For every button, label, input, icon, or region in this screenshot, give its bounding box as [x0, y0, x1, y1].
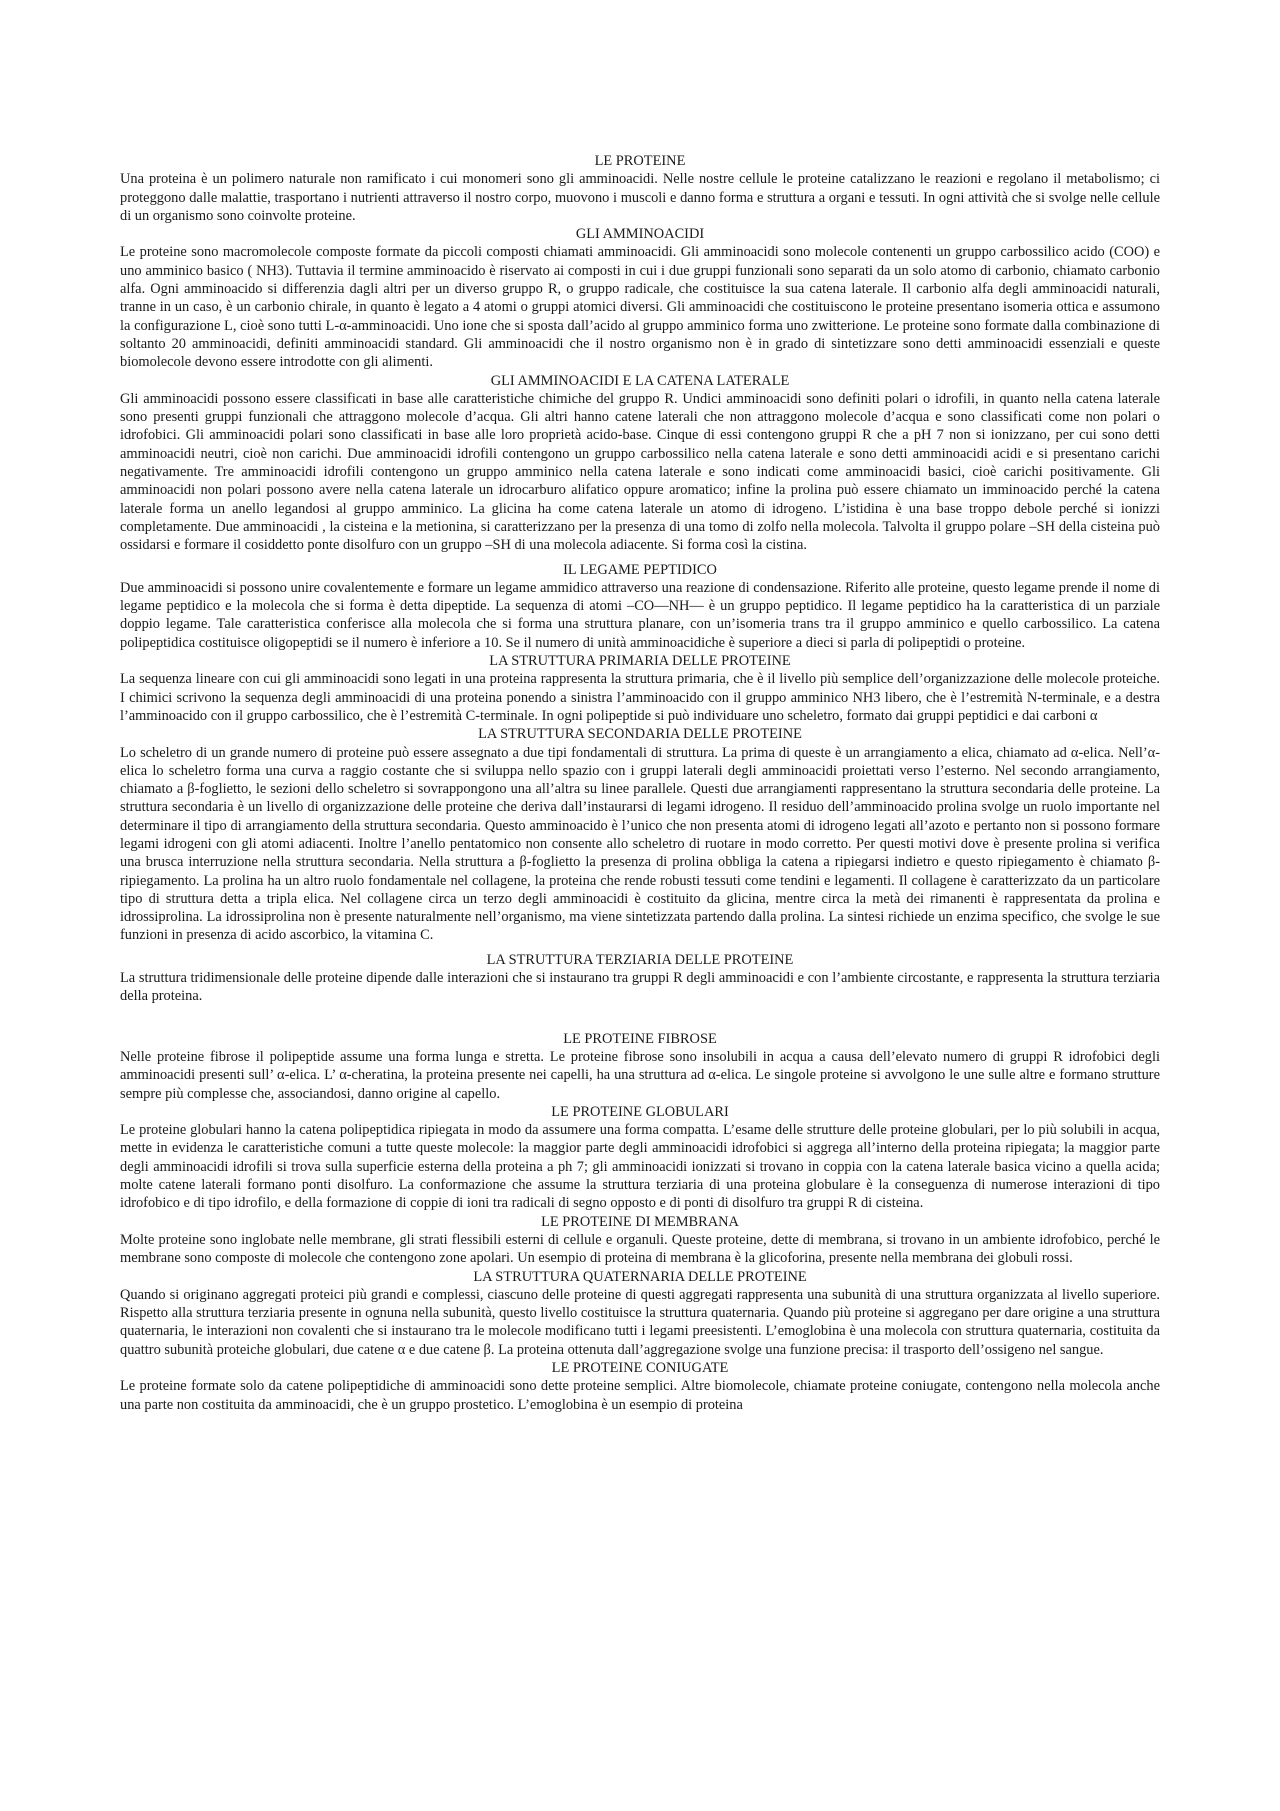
section-text-proteine-membrana: Molte proteine sono inglobate nelle membrane, gli strati flessibili esterni di cellule e organuli. Queste proteine, dette di membrana, si trovano in un ambiente idrofobico, perché le membrane sono composte di molecole che contengono zone apolari. Un esempio di proteina di membrana è la glicoforina, presente nella membrana dei globuli rossi.: [120, 1231, 1160, 1267]
section-text-proteine-coniugate: Le proteine formate solo da catene polipeptidiche di amminoacidi sono dette proteine semplici. Altre biomolecole, chiamate proteine coniugate, contengono nella molecola anche una parte non costituita da amminoacidi, che è un gruppo prostetico. L’emoglobina è un esempio di proteina: [120, 1378, 1160, 1413]
section-title-proteine-coniugate: LE PROTEINE CONIUGATE: [551, 1360, 729, 1376]
section-text-struttura-primaria: La sequenza lineare con cui gli amminoacidi sono legati in una proteina rappresenta la struttura primaria, che è il livello più semplice dell’organizzazione delle molecole proteiche. I chimici scrivono la sequenza degli amminoacidi di una proteina ponendo a sinistra l’amminoacido con il gruppo amminico NH3 libero, che è l’estremità N-terminale, e a destra l’amminoacido con il gruppo carbossilico, che è l’estremità C-terminale. In ogni polipeptide si può individuare uno scheletro, formato dai gruppi peptidici e dai carboni α: [120, 671, 1160, 724]
section-title-catena-laterale: GLI AMMINOACIDI E LA CATENA LATERALE: [490, 372, 790, 389]
section-title-legame-peptidico: IL LEGAME PEPTIDICO: [563, 561, 717, 578]
section-title-struttura-secondaria: LA STRUTTURA SECONDARIA DELLE PROTEINE: [478, 726, 802, 743]
section-text-proteine-globulari: Le proteine globulari hanno la catena polipeptidica ripiegata in modo da assumere una forma compatta. L’esame delle strutture delle proteine globulari, per lo più solubili in acqua, mette in evidenza le caratteristiche comuni a tutte queste molecole: la maggior parte degli amminoacidi idrofobici si aggrega all’interno della proteina ripiegata; la maggior parte degli amminoacidi idrofili si trova sulla superficie esterna della proteina a ph 7; gli amminoacidi ionizzati si trovano in coppia con la catena laterale basica vicino a quella acida; molte catene laterali formano ponti disolfuro. La conformazione che assume la struttura terziaria di una proteina globulare è la conseguenza di numerose interazioni di tipo idrofobico e di tipo idrofilo, e della formazione di coppie di ioni tra radicali di segno opposto e di ponti di disolfuro tra gruppi R di cisteina.: [120, 1122, 1160, 1212]
section-title-struttura-quaternaria: LA STRUTTURA QUATERNARIA DELLE PROTEINE: [473, 1268, 807, 1285]
section-text-legame-peptidico: Due amminoacidi si possono unire covalentemente e formare un legame ammidico attraverso una reazione di condensazione. Riferito alle proteine, questo legame prende il nome di legame peptidico e la molecola che si forma è detta dipeptide. La sequenza di atomi –CO—NH— è un gruppo peptidico. Il legame peptidico ha la caratteristica di un parziale doppio legame. Tale caratteristica conferisce alla molecola che si forma una struttura planare, con un’isomeria trans tra il gruppo amminico e quello carbossilico. La catena polipeptidica costituisce oligopeptidi se il numero è inferiore a 10. Se il numero di unità amminoacidiche è superiore a dieci si parla di polipeptidi o proteine.: [120, 579, 1160, 651]
blank-gap: [120, 1006, 1160, 1030]
section-text-struttura-secondaria: Lo scheletro di un grande numero di proteine può essere assegnato a due tipi fondamentali di struttura. La prima di queste è un arrangiamento a elica, chiamato ad α-elica. Nell’α-elica lo scheletro forma una curva a raggio costante che si sviluppa nello spazio con i gruppi laterali degli amminoacidi proiettati verso l’esterno. Nel secondo arrangiamento, chiamato a β-foglietto, le sezioni dello scheletro si sovrappongono una all’altra su linee parallele. Questi due arrangiamenti rappresentano la struttura secondaria delle proteine. La struttura secondaria è un livello di organizzazione delle proteine che deriva dall’instaurarsi di legami idrogeno. Il residuo dell’amminoacido prolina svolge un ruolo importante nel determinare il tipo di arrangiamento della struttura secondaria. Questo amminoacido è l’unico che non presenta atomi di idrogeno legati all’azoto e pertanto non si possono formare legami idrogeni con gli atomi adiacenti. Inoltre l’anello pentatomico non consente allo scheletro di ruotare in modo corretto. Per questi motivi dove è presente prolina si verifica una brusca interruzione nella struttura secondaria. Nella struttura a β-foglietto la presenza di prolina obbliga la catena a ripiegarsi indietro e questo ripiegamento è chiamato β-ripiegamento. La prolina ha un altro ruolo fondamentale nel collagene, la proteina che rende robusti tessuti come tendini e legamenti. Il collagene è caratterizzato da un particolare tipo di struttura detta a tripla elica. Nel collagene circa un terzo degli amminoacidi è costituito da glicina, mentre circa la metà dei rimanenti è rappresentata da prolina e idrossiprolina. La idrossiprolina non è presente naturalmente nell’organismo, ma viene sintetizzata partendo dalla prolina. La sintesi richiede un enzima specifico, che svolge le sue funzioni in presenza di acido ascorbico, la vitamina C.: [120, 744, 1160, 944]
document-page: [120, 152, 1160, 1414]
section-title-le-proteine: LE PROTEINE: [594, 153, 686, 169]
section-title-struttura-primaria: LA STRUTTURA PRIMARIA DELLE PROTEINE: [489, 653, 791, 670]
section-title-gli-amminoacidi: GLI AMMINOACIDI: [575, 226, 705, 243]
section-text-proteine-fibrose: Nelle proteine fibrose il polipeptide assume una forma lunga e stretta. Le proteine fibrose sono insolubili in acqua a causa dell’elevato numero di gruppi R idrofobici degli amminoacidi presenti sull’ α-elica. L’ α-cheratina, la proteina presente nei capelli, ha una struttura ad α-elica. Le singole proteine si avvolgono le une sulle altre e formano strutture sempre più complesse che, associandosi, danno origine al capello.: [120, 1048, 1160, 1102]
section-title-proteine-fibrose: LE PROTEINE FIBROSE: [563, 1030, 717, 1047]
section-text-struttura-terziaria: La struttura tridimensionale delle proteine dipende dalle interazioni che si instaurano tra gruppi R degli amminoacidi e con l’ambiente circostante, e rappresenta la struttura terziaria della proteina.: [120, 970, 1160, 1005]
section-title-proteine-membrana: LE PROTEINE DI MEMBRANA: [541, 1213, 739, 1230]
section-text-catena-laterale: Gli amminoacidi possono essere classificati in base alle caratteristiche chimiche del gruppo R. Undici amminoacidi sono definiti polari o idrofili, in quanto nella catena laterale sono presenti gruppi funzionali che attraggono molecole d’acqua. Gli altri hanno catene laterali che non attraggono molecole d’acqua e sono classificati come non polari o idrofobici. Gli amminoacidi polari sono classificati in base alle loro proprietà acido-base. Cinque di essi contengono gruppi R che a pH 7 non si ionizzano, per cui sono detti amminoacidi neutri, cioè non carichi. Due amminoacidi idrofili contengono un gruppo carbossilico nella catena laterale e sono detti amminoacidi acidi e si presentano carichi negativamente. Tre amminoacidi idrofili contengono un gruppo amminico nella catena laterale e sono indicati come amminoacidi basici, cioè carichi positivamente. Gli amminoacidi non polari possono avere nella catena laterale un idrocarburo alifatico oppure aromatico; infine la prolina può essere chiamato un imminoacido perché la catena laterale forma un anello legandosi al gruppo amminico. La glicina ha come catena laterale un atomo di idrogeno. L’istidina è una base troppo debole perché si ionizzi completamente. Due amminoacidi , la cisteina e la metionina, si caratterizzano per la presenza di una tomo di zolfo nella molecola. Talvolta il gruppo polare –SH della cisteina può ossidarsi e formare il cosiddetto ponte disolfuro con un gruppo –SH di una molecola adiacente. Si forma così la cistina.: [120, 390, 1160, 554]
section-text-struttura-quaternaria: Quando si originano aggregati proteici più grandi e complessi, ciascuno delle proteine di questi aggregati rappresenta una subunità di una struttura organizzata al livello superiore. Rispetto alla struttura terziaria presente in ognuna nella subunità, questo livello costituisce la struttura quaternaria. Quando più proteine si aggregano per dare origine a una struttura quaternaria, le interazioni non covalenti che si instaurano tra le molecole modificano tutti i legami preesistenti. L’emoglobina è una molecola con struttura quaternaria, costituita da quattro subunità proteiche globulari, due catene α e due catene β. La proteina ottenuta dall’aggregazione svolge una funzione precisa: il trasporto dell’ossigeno nel sangue.: [120, 1286, 1160, 1358]
section-title-struttura-terziaria: LA STRUTTURA TERZIARIA DELLE PROTEINE: [486, 951, 794, 968]
section-text-le-proteine: Una proteina è un polimero naturale non ramificato i cui monomeri sono gli amminoacidi. Nelle nostre cellule le proteine catalizzano le reazioni e regolano il metabolismo; ci proteggono dalle malattie, trasportano i nutrienti attraverso il nostro corpo, muovono i muscoli e danno forma e struttura a organi e tessuti. In ogni attività che si svolge nelle cellule di un organismo sono coinvolte proteine.: [120, 171, 1160, 224]
section-text-gli-amminoacidi: Le proteine sono macromolecole composte formate da piccoli composti chiamati amminoacidi. Gli amminoacidi sono molecole contenenti un gruppo carbossilico acido (COO) e uno amminico basico ( NH3). Tuttavia il termine amminoacido è riservato ai composti in cui i due gruppi funzionali sono separati da un solo atomo di carbonio, chiamato carbonio alfa. Ogni amminoacido si differenzia dagli altri per un diverso gruppo R, o gruppo radicale, che costituisce la sua catena laterale. Il carbonio alfa degli amminoacidi naturali, tranne in un caso, è un carbonio chirale, in quanto è legato a 4 atomi o gruppi atomici diversi. Gli amminoacidi che costituiscono le proteine presentano isomeria ottica e assumono la configurazione L, cioè sono tutti L-α-amminoacidi. Uno ione che si sposta dall’acido al gruppo amminico forma uno zwitterione. Le proteine sono formate dalla combinazione di soltanto 20 amminoacidi, definiti amminoacidi standard. Gli amminoacidi che il nostro organismo non è in grado di sintetizzare sono detti amminoacidi essenziali e queste biomolecole devono essere introdotte con gli alimenti.: [120, 244, 1160, 371]
section-title-proteine-globulari: LE PROTEINE GLOBULARI: [551, 1103, 729, 1120]
